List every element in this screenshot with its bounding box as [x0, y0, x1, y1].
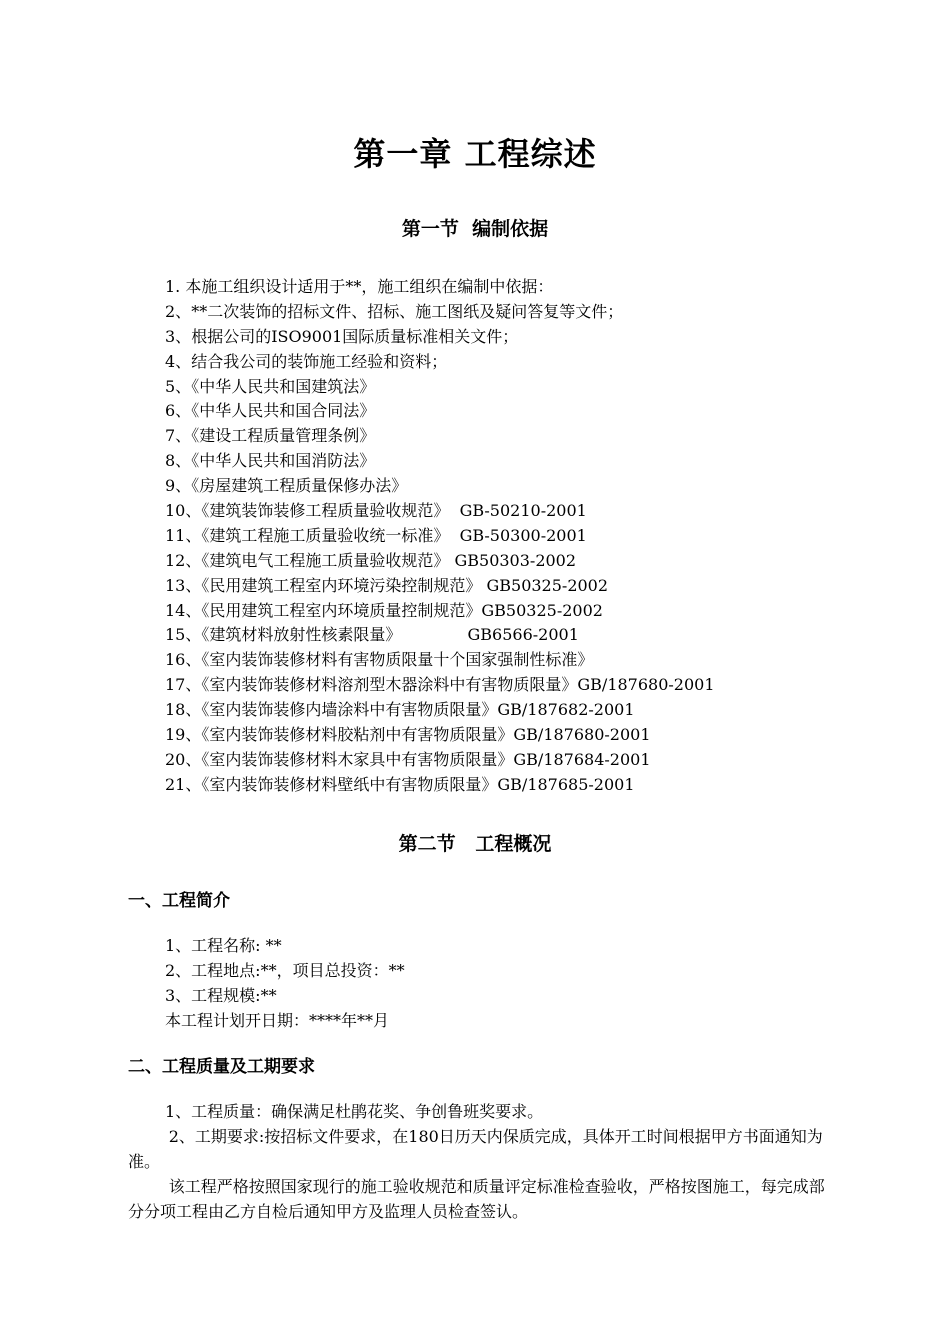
list-item: 9、《房屋建筑工程质量保修办法》 [165, 476, 408, 496]
quality-requirement-line: 1、工程质量：确保满足杜鹃花奖、争创鲁班奖要求。 [165, 1102, 544, 1121]
list-item: 13、《民用建筑工程室内环境污染控制规范》 GB50325-2002 [165, 575, 609, 595]
list-item: 19、《室内装饰装修材料胶粘剂中有害物质限量》GB/187680-2001 [165, 725, 651, 745]
list-item: 16、《室内装饰装修材料有害物质限量十个国家强制性标准》 [165, 650, 594, 670]
list-item: 14、《民用建筑工程室内环境质量控制规范》GB50325-2002 [165, 600, 603, 620]
inspection-paragraph: 该工程严格按照国家现行的施工验收规范和质量评定标准检查验收，严格按图施工，每完成部分分项工程由乙方自检后通知甲方及监理人员检查签认。 [128, 1177, 825, 1221]
schedule-requirement-paragraph: 2、工期要求:按招标文件要求，在180日历天内保质完成，具体开工时间根据甲方书面通知为准。 [128, 1127, 823, 1171]
list-item: 20、《室内装饰装修材料木家具中有害物质限量》GB/187684-2001 [165, 749, 651, 769]
reference-list [165, 275, 905, 798]
chapter-title: 第一章 工程综述 [353, 135, 597, 173]
list-item: 6、《中华人民共和国合同法》 [165, 401, 376, 421]
list-item: 3、根据公司的ISO9001国际质量标准相关文件； [165, 326, 519, 346]
list-item: 21、《室内装饰装修材料壁纸中有害物质限量》GB/187685-2001 [165, 774, 635, 794]
list-item: 4、结合我公司的装饰施工经验和资料； [165, 351, 448, 371]
section-title-basis: 第一节 编制依据 [401, 218, 549, 240]
list-item: 17、《室内装饰装修材料溶剂型木器涂料中有害物质限量》GB/187680-2001 [165, 675, 715, 695]
list-item: 5、《中华人民共和国建筑法》 [165, 376, 376, 396]
heading-quality-schedule: 二、工程质量及工期要求 [128, 1057, 315, 1077]
list-item: 1. 本施工组织设计适用于**，施工组织在编制中依据： [165, 277, 554, 296]
project-name-line: 1、工程名称: ** [165, 936, 282, 955]
list-item: 11、《建筑工程施工质量验收统一标准》 GB-50300-2001 [165, 525, 587, 545]
project-location-line: 2、工程地点:**，项目总投资：** [165, 961, 405, 980]
list-item: 18、《室内装饰装修内墙涂料中有害物质限量》GB/187682-2001 [165, 700, 635, 720]
section-title-overview: 第二节 工程概况 [398, 833, 552, 855]
list-item: 12、《建筑电气工程施工质量验收规范》 GB50303-2002 [165, 550, 577, 570]
heading-project-intro: 一、工程简介 [128, 891, 230, 911]
list-item: 10、《建筑装饰装修工程质量验收规范》 GB-50210-2001 [165, 501, 587, 521]
list-item: 15、《建筑材料放射性核素限量》 GB6566-2001 [165, 625, 579, 645]
project-start-line: 本工程计划开日期：****年**月 [165, 1011, 390, 1030]
list-item: 2、**二次装饰的招标文件、招标、施工图纸及疑问答复等文件； [165, 301, 624, 321]
project-scale-line: 3、工程规模:** [165, 986, 277, 1005]
list-item: 7、《建设工程质量管理条例》 [165, 426, 376, 446]
list-item: 8、《中华人民共和国消防法》 [165, 451, 376, 471]
